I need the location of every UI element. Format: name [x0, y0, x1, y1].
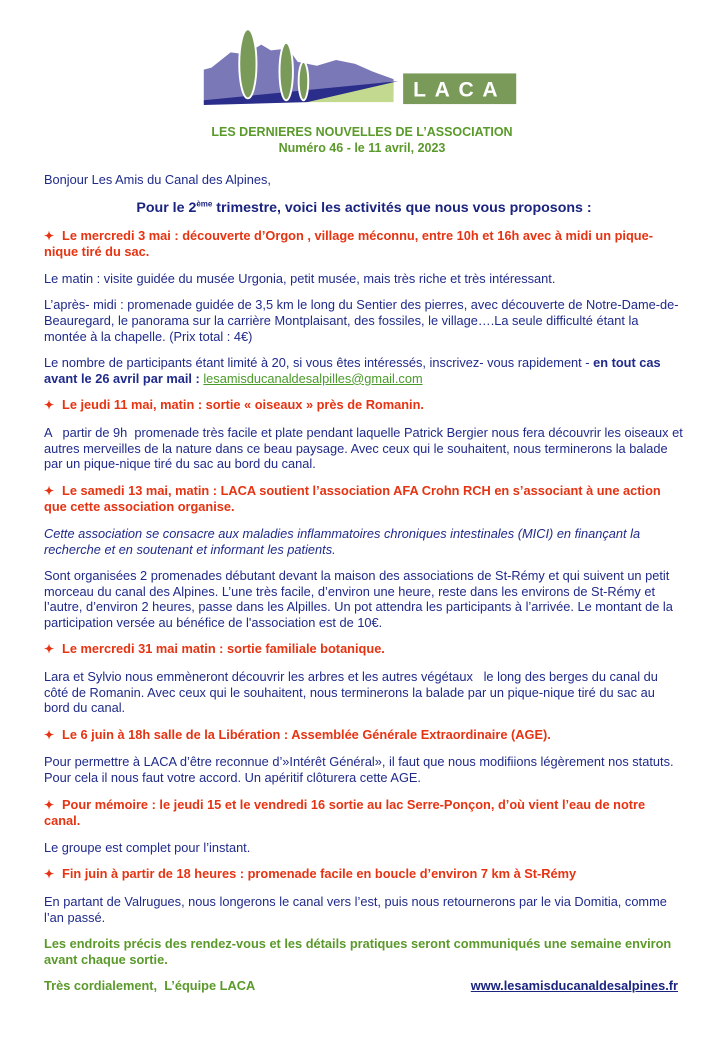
newsletter-body: [44, 172, 687, 967]
event-text: Sont organisées 2 promenades débutant devant la maison des associations de St-Rémy et qui suivent un petit morceau du canal des Alpines. L’une très facile, d’environ une heure, reste dans les environs de St-Rémy et l’autre, d’environ 2 heures, passe dans les Alpilles. Un pot attendra les participants à l’arrivée. Le montant de la participation versée au bénéfice de l'association est de 10€.: [44, 568, 673, 630]
event-text: Lara et Sylvio nous emmèneront découvrir les arbres et les autres végétaux le long des berges du canal du côté de Romanin. Avec ceux qui le souhaitent, nous terminerons la balade par un pique-nique tiré du sac au bord du canal.: [44, 669, 662, 716]
event-text: En partant de Valrugues, nous longerons le canal vers l’est, puis nous retournerons par le via Domitia, comme l’an passé.: [44, 894, 667, 925]
intro-heading: Pour le 2ème trimestre, voici les activités que nous vous proposons :: [136, 198, 592, 216]
cypress-tree: [239, 29, 256, 98]
event-text: A partir de 9h promenade très facile et plate pendant laquelle Patrick Bergier nous fera découvrir les oiseaux et autres merveilles de la nature dans ce beau paysage. Avec ceux qui le souhaitent, nous terminerons la balade par un pique-nique tiré du sac au bord du canal.: [44, 424, 687, 472]
event-text: Le nombre de participants étant limité à 20, si vous êtes intéressés, inscrivez- vous rapidement - en tout cas avant le 26 avril par mail : lesamisducanaldesalpilles@gmail.com: [44, 355, 661, 386]
website-link[interactable]: www.lesamisducanaldesalpines.fr: [470, 978, 678, 994]
event-title: ✦ Le jeudi 11 mai, matin : sortie « oiseaux » près de Romanin.: [44, 397, 424, 413]
event-text: Pour permettre à LACA d’être reconnue d’»Intérêt Général», il faut que nous modifiions légèrement nos statuts. Pour cela il nous faut votre accord. Un apéritif clôturera cette AGE.: [44, 754, 674, 786]
event-text: Cette association se consacre aux maladies inflammatoires chroniques intestinales (MICI) en finançant la recherche et en soutenant et informant les patients.: [44, 525, 641, 557]
star-bullet-icon: ✦: [44, 228, 55, 243]
event-title: ✦ Le mercredi 31 mai matin : sortie familiale botanique.: [44, 641, 385, 657]
logo-text: LACA: [413, 78, 507, 102]
star-bullet-icon: ✦: [44, 398, 55, 413]
laca-logo: [200, 14, 520, 106]
event-title: ✦ Le mercredi 3 mai : découverte d’Orgon , village méconnu, entre 10h et 16h avec à midi un pique-nique tiré du sac.: [44, 227, 653, 260]
star-bullet-icon: ✦: [44, 727, 55, 742]
event-title: ✦ Le samedi 13 mai, matin : LACA soutient l’association AFA Crohn RCH en s’associant à une action que cette association organise.: [44, 482, 661, 515]
event-text: Le groupe est complet pour l’instant.: [44, 839, 251, 855]
star-bullet-icon: ✦: [44, 867, 55, 882]
cypress-tree: [280, 43, 293, 101]
event-title: ✦ Pour mémoire : le jeudi 15 et le vendredi 16 sortie au lac Serre-Ponçon, d’où vient l’eau de notre canal.: [44, 796, 646, 829]
newsletter-title: LES DERNIERES NOUVELLES DE L’ASSOCIATION: [211, 125, 513, 139]
email-link[interactable]: lesamisducanaldesalpilles@gmail.com: [203, 370, 423, 386]
event-text: Le matin : visite guidée du musée Urgonia, petit musée, mais très riche et très intéressant.: [44, 270, 556, 286]
star-bullet-icon: ✦: [44, 642, 55, 657]
newsletter-header: [0, 124, 724, 156]
newsletter-issue: Numéro 46 - le 11 avril, 2023: [278, 141, 446, 155]
star-bullet-icon: ✦: [44, 797, 55, 812]
cypress-tree: [299, 62, 309, 100]
star-bullet-icon: ✦: [44, 483, 55, 498]
event-title: ✦ Le 6 juin à 18h salle de la Libération : Assemblée Générale Extraordinaire (AGE).: [44, 726, 551, 742]
event-text: L’après- midi : promenade guidée de 3,5 km le long du Sentier des pierres, avec découverte de Notre-Dame-de-Beauregard, le panorama sur la carrière Montplaisant, des fossiles, le village….La seule difficulté étant la montée à la chapelle. (Prix total : 4€): [44, 297, 679, 344]
event-title: ✦ Fin juin à partir de 18 heures : promenade facile en boucle d’environ 7 km à St-Rémy: [44, 866, 577, 882]
signature: Très cordialement, L’équipe LACA: [44, 978, 256, 994]
closing-note: Les endroits précis des rendez-vous et les détails pratiques seront communiqués une semaine environ avant chaque sortie.: [44, 936, 672, 967]
footer: [44, 978, 678, 994]
greeting: Bonjour Les Amis du Canal des Alpines,: [44, 172, 271, 187]
